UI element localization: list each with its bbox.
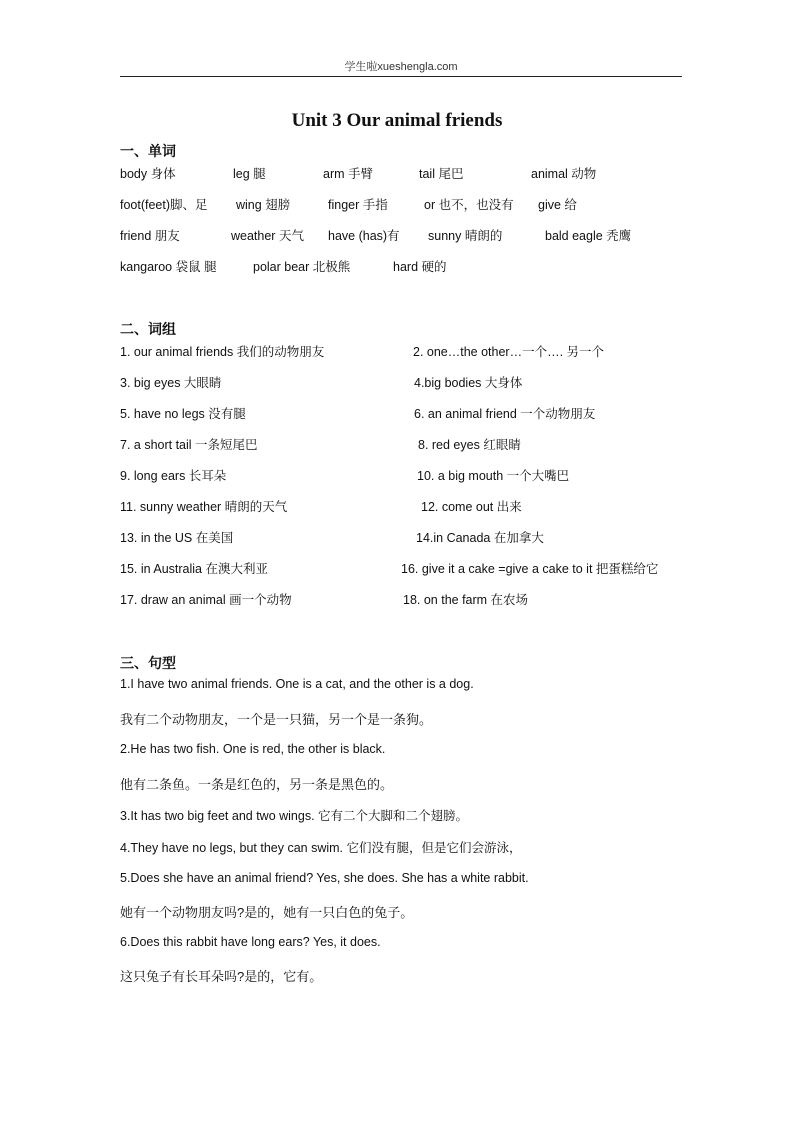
phrase-item: 7. a short tail 一条短尾巴 <box>120 438 258 452</box>
vocab-item: kangaroo 袋鼠 腿 <box>120 260 217 274</box>
vocab-item: weather 天气 <box>231 229 304 243</box>
vocab-item: animal 动物 <box>531 167 597 181</box>
phrase-item: 16. give it a cake =give a cake to it 把蛋糕给它 <box>401 562 659 576</box>
vocab-item: friend 朋友 <box>120 229 180 243</box>
sentence-line: 6.Does this rabbit have long ears? Yes, it does. <box>120 935 381 949</box>
phrase-item: 6. an animal friend 一个动物朋友 <box>414 407 596 421</box>
phrase-item: 4.big bodies 大身体 <box>414 376 523 390</box>
vocab-item: foot(feet)脚、足 <box>120 198 208 212</box>
vocab-item: polar bear 北极熊 <box>253 260 351 274</box>
sentence-translation: 这只兔子有长耳朵吗?是的，它有。 <box>120 969 323 984</box>
vocab-item: have (has)有 <box>328 229 400 243</box>
sentence-translation: 我有二个动物朋友，一个是一只猫，另一个是一条狗。 <box>120 712 433 727</box>
sentence-translation: 他有二条鱼。一条是红色的，另一条是黑色的。 <box>120 777 394 792</box>
vocab-item: arm 手臂 <box>323 167 374 181</box>
vocab-item: hard 硬的 <box>393 260 447 274</box>
phrase-item: 12. come out 出来 <box>421 500 522 514</box>
header-rule <box>120 76 682 77</box>
page-header: 学生啦xueshengla.com <box>344 61 458 73</box>
phrase-item: 8. red eyes 红眼睛 <box>418 438 521 452</box>
vocab-item: or 也不，也没有 <box>424 198 514 212</box>
phrase-item: 5. have no legs 没有腿 <box>120 407 246 421</box>
phrase-item: 18. on the farm 在农场 <box>403 593 529 607</box>
phrase-item: 2. one…the other…一个…. 另一个 <box>413 345 605 359</box>
vocab-heading: 一、单词 <box>120 143 176 159</box>
sentence-line: 2.He has two fish. One is red, the other is black. <box>120 742 386 756</box>
vocab-item: sunny 晴朗的 <box>428 229 503 243</box>
vocab-item: bald eagle 秃鹰 <box>545 229 632 243</box>
phrase-item: 11. sunny weather 晴朗的天气 <box>120 500 288 514</box>
phrase-item: 15. in Australia 在澳大利亚 <box>120 562 268 576</box>
sentences-heading: 三、句型 <box>120 655 176 671</box>
phrase-item: 13. in the US 在美国 <box>120 531 234 545</box>
phrase-item: 10. a big mouth 一个大嘴巴 <box>417 469 570 483</box>
sentence-line: 3.It has two big feet and two wings. 它有二个大脚和二个翅膀。 <box>120 809 469 823</box>
page-title: Unit 3 Our animal friends <box>291 110 503 131</box>
sentence-line: 1.I have two animal friends. One is a cat, and the other is a dog. <box>120 677 474 691</box>
phrase-item: 9. long ears 长耳朵 <box>120 469 227 483</box>
sentence-line: 5.Does she have an animal friend? Yes, she does. She has a white rabbit. <box>120 871 529 885</box>
vocab-item: body 身体 <box>120 167 176 181</box>
phrase-item: 1. our animal friends 我们的动物朋友 <box>120 345 325 359</box>
vocab-item: wing 翅膀 <box>236 198 291 212</box>
vocab-item: give 给 <box>538 198 577 212</box>
sentence-translation: 她有一个动物朋友吗?是的，她有一只白色的兔子。 <box>120 905 414 920</box>
phrase-item: 17. draw an animal 画一个动物 <box>120 593 292 607</box>
vocab-item: leg 腿 <box>233 167 266 181</box>
phrase-item: 14.in Canada 在加拿大 <box>416 531 544 545</box>
phrases-heading: 二、词组 <box>120 321 176 337</box>
phrase-item: 3. big eyes 大眼睛 <box>120 376 222 390</box>
sentence-line: 4.They have no legs, but they can swim. 它们没有腿，但是它们会游泳， <box>120 841 522 855</box>
vocab-item: finger 手指 <box>328 198 388 212</box>
vocab-item: tail 尾巴 <box>419 167 464 181</box>
